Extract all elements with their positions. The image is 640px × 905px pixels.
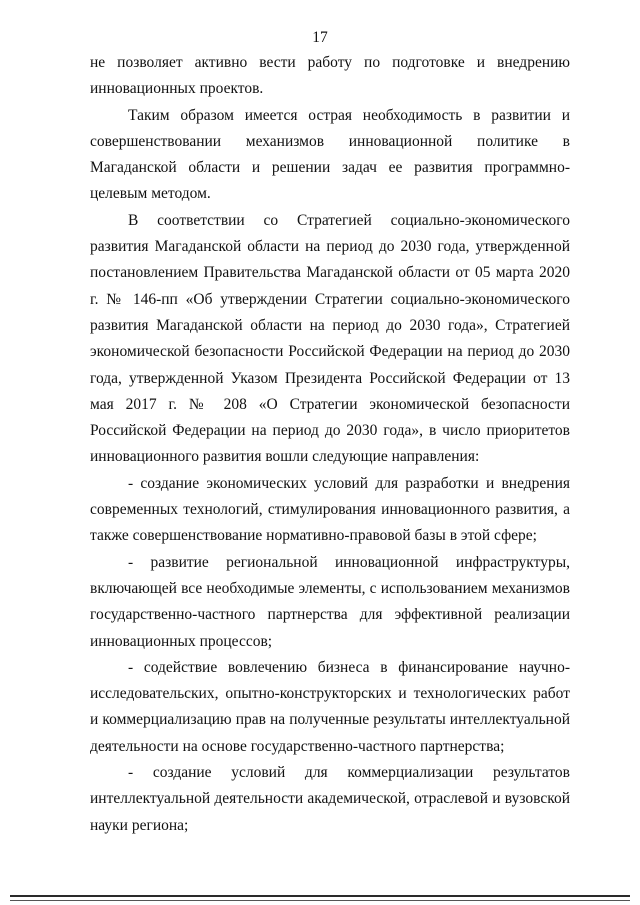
list-item-commercialization: - создание условий для коммерциализации результатов интеллектуальной деятельности академической, отраслевой и вузовской науки региона; (90, 764, 570, 834)
paragraph-continuation: не позволяет активно вести работу по подготовке и внедрению инновационных проектов. (90, 54, 570, 98)
page-number: 17 (312, 29, 328, 46)
list-item-infrastructure: - развитие региональной инновационной инфраструктуры, включающей все необходимые элементы, с использованием механизмов государственно-частного партнерства для эффективной реализации инновационных процессов; (90, 553, 570, 650)
list-item-economic-conditions: - создание экономических условий для разработки и внедрения современных технологий, стимулирования инновационного развития, а также совершенствование нормативно-правовой базы в этой сфере; (90, 474, 570, 545)
document-body (90, 50, 570, 839)
scan-edge-line-secondary (10, 900, 630, 901)
paragraph-strategy: В соответствии со Стратегией социально-экономического развития Магаданской области на период до 2030 года, утвержденной постановлением Правительства Магаданской области от 05 марта 2020 г. № 146-пп «Об утверждении Стратегии социально-экономического развития Магаданской области на период до 2030 года», Стратегией экономической безопасности Российской Федерации на период до 2030 года, утвержденной Указом Президента Российской Федерации от 13 мая 2017 г. № 208 «О Стратегии экономической безопасности Российской Федерации на период до 2030 года», в число приоритетов инновационного развития вошли следующие направления: (90, 211, 570, 466)
paragraph-necessity: Таким образом имеется острая необходимость в развитии и совершенствовании механизмов инновационной политике в Магаданской области и решении задач ее развития программно-целевым методом. (90, 106, 570, 203)
list-item-business-involvement: - содействие вовлечению бизнеса в финансирование научно-исследовательских, опытно-конструкторских и технологических работ и коммерциализацию прав на полученные результаты интеллектуальной деятельности на основе государственно-частного партнерства; (90, 658, 570, 755)
scan-edge-line (10, 895, 630, 897)
